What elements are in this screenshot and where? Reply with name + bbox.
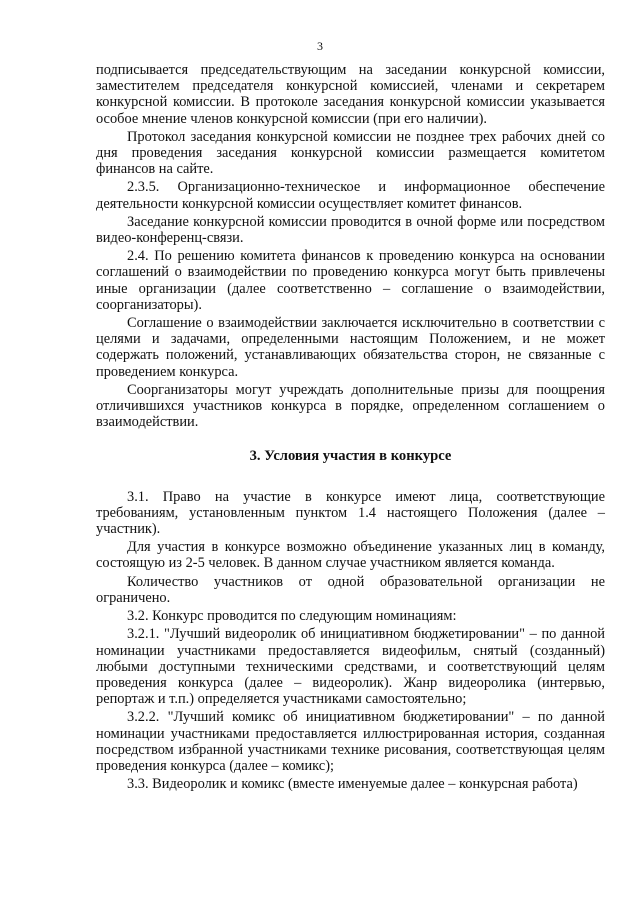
- paragraph: подписывается председательствующим на заседании конкурсной комиссии, заместителем председателя конкурсной комиссией, членами и секретарем конкурсной комиссии. В протоколе заседания конкурсной комиссии указывается особое мнение членов конкурсной комиссии (при его наличии).: [96, 62, 605, 127]
- paragraph: 3.2.2. "Лучший комикс об инициативном бюджетировании" – по данной номинации участниками предоставляется иллюстрированная история, созданная посредством избранной участниками технике рисования, соответствующая целям проведения конкурса (далее – комикс);: [96, 709, 605, 774]
- paragraph: Количество участников от одной образовательной организации не ограничено.: [96, 573, 605, 606]
- paragraph: 2.4. По решению комитета финансов к проведению конкурса на основании соглашений о взаимодействии по проведению конкурса могут быть привлечены иные организации (далее соответственно – соглашение о взаимодействии, соорганизаторы).: [96, 248, 605, 313]
- paragraph: 3.2. Конкурс проводится по следующим номинациям:: [127, 608, 457, 625]
- section-heading: 3. Условия участия в конкурсе: [249, 448, 452, 465]
- paragraph: 3.1. Право на участие в конкурсе имеют лица, соответствующие требованиям, установленным пунктом 1.4 настоящего Положения (далее – участник).: [96, 488, 605, 538]
- paragraph: 3.2.1. "Лучший видеоролик об инициативном бюджетировании" – по данной номинации участниками предоставляется видеофильм, снятый (созданный) любыми доступными техническими средствами, и соответствующий целям проведения конкурса (далее – видеоролик). Жанр видеоролика (интервью, репортаж и т.п.) определяется участниками самостоятельно;: [96, 626, 605, 708]
- paragraph: Соглашение о взаимодействии заключается исключительно в соответствии с целями и задачами, определенными настоящим Положением, и не может содержать положений, устанавливающих обязательства сторон, не связанные с проведением конкурса.: [96, 315, 605, 380]
- paragraph: Протокол заседания конкурсной комиссии не позднее трех рабочих дней со дня проведения заседания конкурсной комиссии размещается комитетом финансов на сайте.: [96, 128, 605, 178]
- paragraph: 3.3. Видеоролик и комикс (вместе именуемые далее – конкурсная работа): [127, 776, 578, 793]
- paragraphs-before: [96, 62, 605, 430]
- page-number: 3: [317, 39, 323, 53]
- document-body: [96, 62, 605, 794]
- paragraph: 2.3.5. Организационно-техническое и информационное обеспечение деятельности конкурсной комиссии осуществляет комитет финансов.: [96, 179, 605, 212]
- paragraph: Заседание конкурсной комиссии проводится в очной форме или посредством видео-конференц-связи.: [96, 213, 605, 247]
- paragraphs-after: [96, 489, 605, 793]
- paragraph: Соорганизаторы могут учреждать дополнительные призы для поощрения отличившихся участников конкурса в порядке, определенном соглашением о взаимодействии.: [96, 381, 605, 431]
- paragraph: Для участия в конкурсе возможно объединение указанных лиц в команду, состоящую из 2-5 человек. В данном случае участником является команда.: [96, 539, 605, 572]
